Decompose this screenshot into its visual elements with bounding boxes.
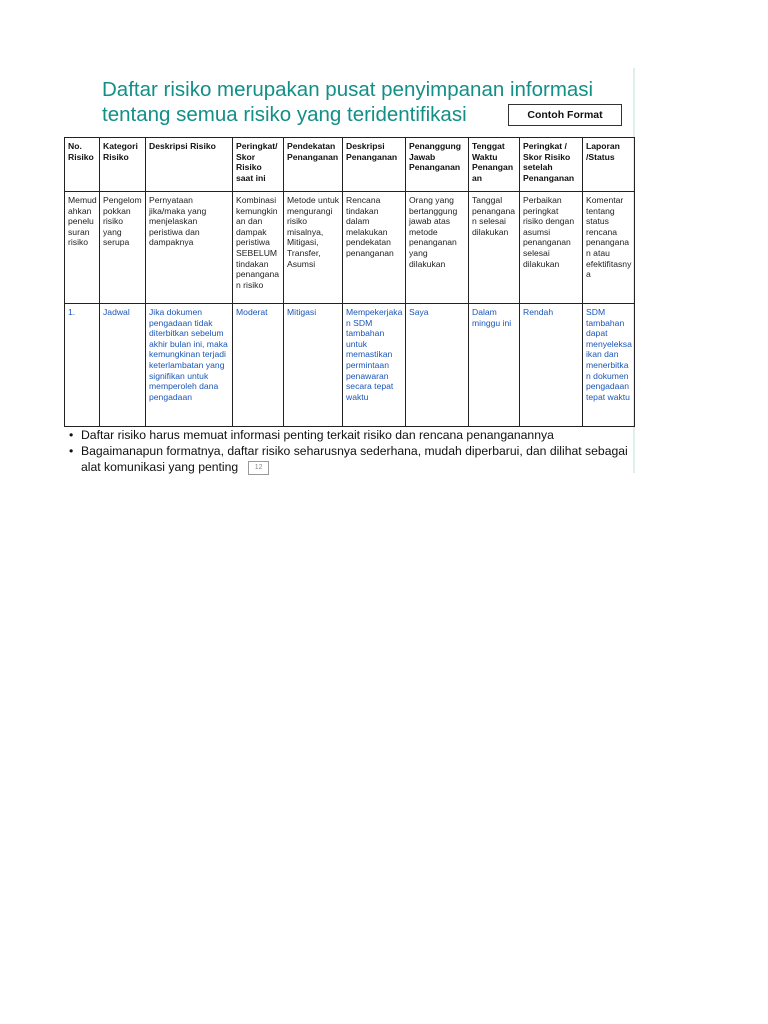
risk-register-table <box>64 137 635 427</box>
header-no-risiko: No. Risiko <box>65 138 100 192</box>
table-cell: Rencana tindakan dalam melakukan pendekatan penanganan <box>343 192 406 304</box>
table-cell: SDM tambahan dapat menyeleksaikan dan menerbitkan dokumen pengadaan tepat waktu <box>583 304 635 427</box>
header-penanggung-jawab: Penanggung Jawab Penanganan <box>406 138 469 192</box>
table-cell: Komentar tentang status rencana penanganan atau efektifitasnya <box>583 192 635 304</box>
table-cell: Jadwal <box>100 304 146 427</box>
table-cell: Moderat <box>233 304 284 427</box>
contoh-format-label: Contoh Format <box>508 104 622 126</box>
bullet-text: Daftar risiko harus memuat informasi penting terkait risiko dan rencana penanganannya <box>81 428 554 442</box>
page-number-box: 12 <box>248 461 269 475</box>
table-cell: Rendah <box>520 304 583 427</box>
slide <box>0 0 768 480</box>
header-peringkat-saat-ini: Peringkat/ Skor Risiko saat ini <box>233 138 284 192</box>
bullet-item <box>68 427 628 443</box>
header-deskripsi-penanganan: Deskripsi Penanganan <box>343 138 406 192</box>
slide-title-line-1: Daftar risiko merupakan pusat penyimpanan informasi <box>102 78 594 101</box>
header-kategori-risiko: Kategori Risiko <box>100 138 146 192</box>
table-cell: Mempekerjakan SDM tambahan untuk memastikan permintaan penawaran secara tepat waktu <box>343 304 406 427</box>
table-cell: Orang yang bertanggung jawab atas metode penanganan yang dilakukan <box>406 192 469 304</box>
header-laporan-status: Laporan /Status <box>583 138 635 192</box>
table-cell: Jika dokumen pengadaan tidak diterbitkan sebelum akhir bulan ini, maka kemungkinan terjadi keterlambatan yang signifikan untuk memperoleh dana pengadaan <box>146 304 233 427</box>
bullet-list <box>68 427 628 475</box>
table-cell: Metode untuk mengurangi risiko misalnya, Mitigasi, Transfer, Asumsi <box>284 192 343 304</box>
table-cell: Mitigasi <box>284 304 343 427</box>
header-pendekatan-penanganan: Pendekatan Penanganan <box>284 138 343 192</box>
bullet-dot-icon: • <box>69 428 74 442</box>
table-cell: Pernyataan jika/maka yang menjelaskan peristiwa dan dampaknya <box>146 192 233 304</box>
table-cell: Memudahkan penelusuran risiko <box>65 192 100 304</box>
table-cell: 1. <box>65 304 100 427</box>
bullet-item <box>68 443 628 475</box>
table-cell: Saya <box>406 304 469 427</box>
table-cell: Dalam minggu ini <box>469 304 520 427</box>
table-row-example <box>65 304 635 427</box>
table-header-row <box>65 138 635 192</box>
table-row-description <box>65 192 635 304</box>
table-cell: Perbaikan peringkat risiko dengan asumsi penanganan selesai dilakukan <box>520 192 583 304</box>
table-cell: Tanggal penanganan selesai dilakukan <box>469 192 520 304</box>
table-cell: Pengelompokkan risiko yang serupa <box>100 192 146 304</box>
slide-title-line-2: tentang semua risiko yang teridentifikasi <box>102 103 467 126</box>
header-deskripsi-risiko: Deskripsi Risiko <box>146 138 233 192</box>
header-tenggat-waktu: Tenggat Waktu Penanganan <box>469 138 520 192</box>
bullet-text: Bagaimanapun formatnya, daftar risiko seharusnya sederhana, mudah diperbarui, dan dilihat sebagai alat komunikasi yang penting <box>81 444 628 474</box>
bullet-dot-icon: • <box>69 444 74 458</box>
header-peringkat-setelah: Peringkat / Skor Risiko setelah Penanganan <box>520 138 583 192</box>
table-cell: Kombinasi kemungkinan dan dampak peristiwa SEBELUM tindakan penanganan risiko <box>233 192 284 304</box>
